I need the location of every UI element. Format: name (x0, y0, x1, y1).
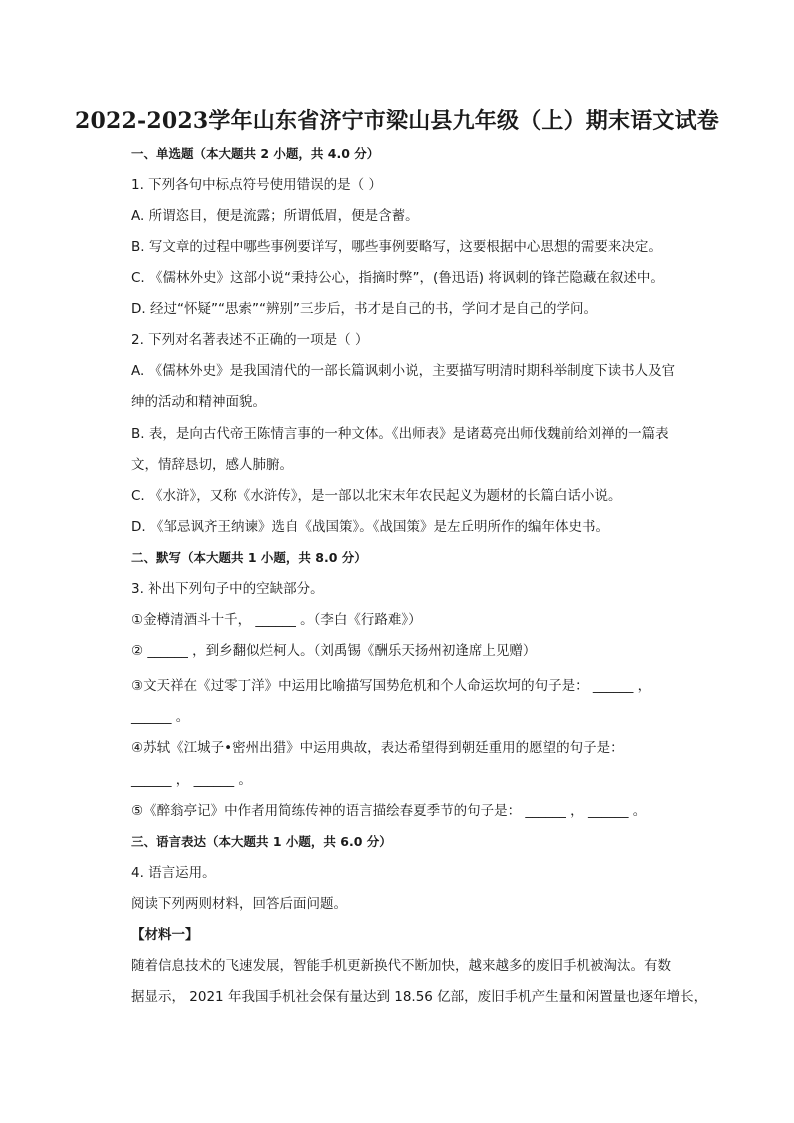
question-1-option-a: A. 所谓恣目，便是流露；所谓低眉，便是含蓄。 (131, 208, 419, 224)
question-3-item-4: ④苏轼《江城子•密州出猎》中运用典故，表达希望得到朝廷重用的愿望的句子是： (131, 740, 624, 756)
question-1-option-b: B. 写文章的过程中哪些事例要详写，哪些事例要略写，这要根据中心思想的需要来决定。 (131, 239, 662, 255)
section-heading-language: 三、语言表达（本大题共 1 小题，共 6.0 分） (131, 834, 392, 849)
question-2-option-a-cont: 绅的活动和精神面貌。 (131, 394, 266, 410)
question-3-item-1: ①金樽清酒斗十千， ______ 。（李白《行路难》） (131, 612, 422, 628)
question-3-item-5: ⑤《醉翁亭记》中作者用简练传神的语言描绘春夏季节的句子是： ______ ， ______ 。 (131, 803, 647, 819)
question-1-option-d: D. 经过“怀疑”“思索”“辨别”三步后，书才是自己的书，学问才是自己的学问。 (131, 301, 597, 317)
question-4-stem: 4. 语言运用。 (131, 865, 216, 881)
question-3-item-2: ② ______ ，到乡翻似烂柯人。（刘禹锡《酬乐天扬州初逢席上见赠） (131, 643, 537, 659)
question-1-stem: 1. 下列各句中标点符号使用错误的是（ ） (131, 177, 382, 193)
material-1-heading: 【材料一】 (131, 927, 199, 943)
material-1-paragraph-line-2: 据显示， 2021 年我国手机社会保有量达到 18.56 亿部，废旧手机产生量和闲置量也逐年增长， (131, 989, 708, 1005)
question-2-option-c: C. 《水浒》，又称《水浒传》，是一部以北宋末年农民起义为题材的长篇白话小说。 (131, 488, 622, 504)
question-3-item-4-cont: ______ ， ______ 。 (131, 772, 252, 788)
question-1-option-c: C. 《儒林外史》这部小说“秉持公心，指摘时弊”，(鲁迅语) 将讽刺的锋芒隐藏在叙述中。 (131, 270, 664, 286)
page-title: 2022-2023学年山东省济宁市梁山县九年级（上）期末语文试卷 (75, 108, 719, 134)
section-heading-dictation: 二、默写（本大题共 1 小题，共 8.0 分） (131, 550, 367, 565)
question-3-item-3-cont: ______ 。 (131, 709, 190, 725)
section-heading-single-choice: 一、单选题（本大题共 2 小题，共 4.0 分） (131, 146, 380, 161)
question-3-stem: 3. 补出下列句子中的空缺部分。 (131, 581, 324, 597)
reading-instruction: 阅读下列两则材料，回答后面问题。 (131, 896, 347, 912)
question-2-option-b-cont: 文，情辞恳切，感人肺腑。 (131, 457, 293, 473)
question-2-option-d: D. 《邹忌讽齐王纳谏》选自《战国策》。《战国策》是左丘明所作的编年体史书。 (131, 519, 609, 535)
question-2-stem: 2. 下列对名著表述不正确的一项是（ ） (131, 332, 369, 348)
question-3-item-3: ③文天祥在《过零丁洋》中运用比喻描写国势危机和个人命运坎坷的句子是： ______ ， (131, 678, 652, 694)
question-2-option-a: A. 《儒林外史》是我国清代的一部长篇讽刺小说，主要描写明清时期科举制度下读书人及官 (131, 363, 676, 379)
question-2-option-b: B. 表，是向古代帝王陈情言事的一种文体。《出师表》是诸葛亮出师伐魏前给刘禅的一篇表 (131, 426, 669, 442)
material-1-paragraph-line-1: 随着信息技术的飞速发展，智能手机更新换代不断加快，越来越多的废旧手机被淘汰。有数 (131, 958, 671, 974)
